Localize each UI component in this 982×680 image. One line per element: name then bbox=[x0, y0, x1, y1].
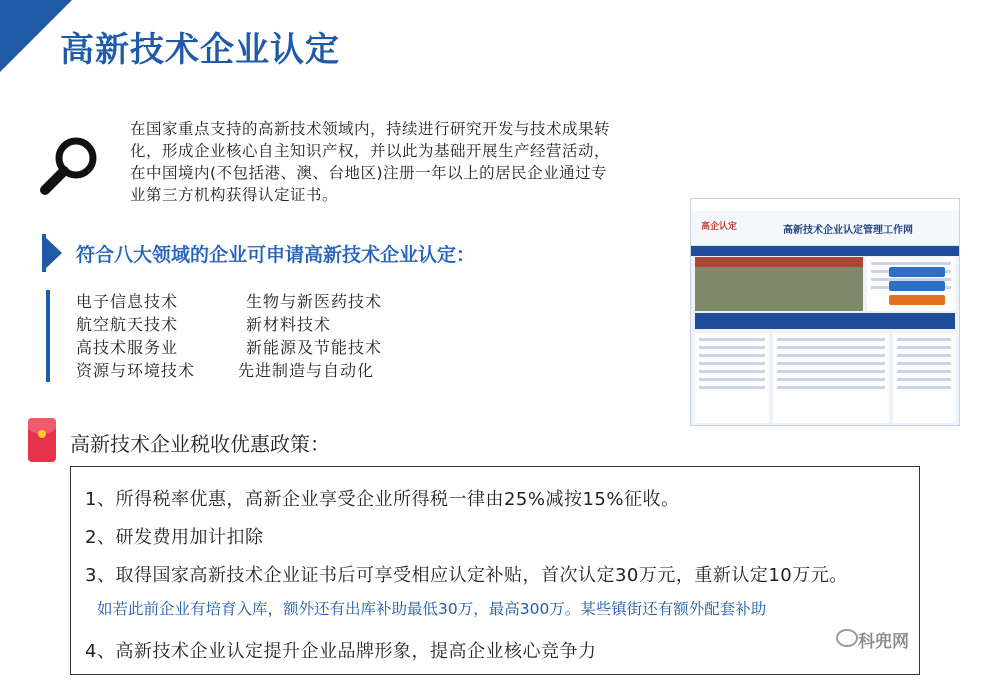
field-item: 新能源及节能技术 bbox=[246, 338, 383, 357]
field-item: 资源与环境技术 bbox=[76, 361, 196, 380]
screenshot-column bbox=[893, 333, 955, 423]
intro-line: 业第三方机构获得认定证书。 bbox=[130, 186, 339, 204]
watermark: 科兜网 bbox=[858, 632, 909, 652]
field-item: 先进制造与自动化 bbox=[238, 361, 375, 380]
page-title: 高新技术企业认定 bbox=[60, 30, 340, 70]
tax-policy-title: 高新技术企业税收优惠政策： bbox=[70, 432, 330, 456]
policy-item: 4、高新技术企业认定提升企业品牌形象，提高企业核心竞争力 bbox=[85, 641, 597, 662]
field-item: 高技术服务业 bbox=[76, 338, 179, 357]
screenshot-nav bbox=[691, 246, 959, 256]
screenshot-logo: 高企认定 bbox=[701, 222, 738, 232]
screenshot-topbar bbox=[691, 199, 959, 211]
screenshot-button bbox=[889, 281, 945, 291]
field-item: 电子信息技术 bbox=[76, 292, 179, 311]
field-item: 新材料技术 bbox=[246, 315, 332, 334]
policy-box bbox=[70, 466, 920, 675]
field-item: 生物与新医药技术 bbox=[246, 292, 383, 311]
screenshot-button bbox=[889, 267, 945, 277]
red-packet-icon bbox=[28, 418, 56, 462]
screenshot-column bbox=[773, 333, 889, 423]
policy-item: 1、所得税率优惠，高新企业享受企业所得税一律由25%减按15%征收。 bbox=[85, 489, 680, 510]
heading-arrow-icon bbox=[42, 234, 62, 272]
magnifier-icon bbox=[38, 134, 102, 198]
policy-item: 3、取得国家高新技术企业证书后可享受相应认定补贴，首次认定30万元，重新认定10万元。 bbox=[85, 565, 848, 586]
intro-line: 在中国境内(不包括港、澳、台地区)注册一年以上的居民企业通过专 bbox=[130, 164, 608, 182]
screenshot-column bbox=[695, 333, 769, 423]
wechat-icon bbox=[836, 629, 858, 647]
screenshot-banner-photo bbox=[695, 257, 863, 311]
fields-heading: 符合八大领域的企业可申请高新技术企业认定： bbox=[76, 244, 476, 266]
screenshot-banner-strip bbox=[695, 313, 955, 329]
intro-line: 在国家重点支持的高新技术领域内，持续进行研究开发与技术成果转 bbox=[130, 120, 611, 138]
policy-item: 2、研发费用加计扣除 bbox=[85, 527, 264, 548]
fields-bar bbox=[46, 290, 50, 382]
screenshot-button bbox=[889, 295, 945, 305]
policy-note: 如若此前企业有培育入库，额外还有出库补助最低30万，最高300万。某些镇街还有额外配套补助 bbox=[97, 600, 767, 618]
screenshot-header bbox=[691, 211, 959, 246]
screenshot-site-title: 高新技术企业认定管理工作网 bbox=[783, 225, 913, 236]
website-screenshot bbox=[690, 198, 960, 426]
intro-line: 化，形成企业核心自主知识产权，并以此为基础开展生产经营活动， bbox=[130, 142, 611, 160]
field-item: 航空航天技术 bbox=[76, 315, 179, 334]
intro-paragraph bbox=[130, 118, 720, 206]
